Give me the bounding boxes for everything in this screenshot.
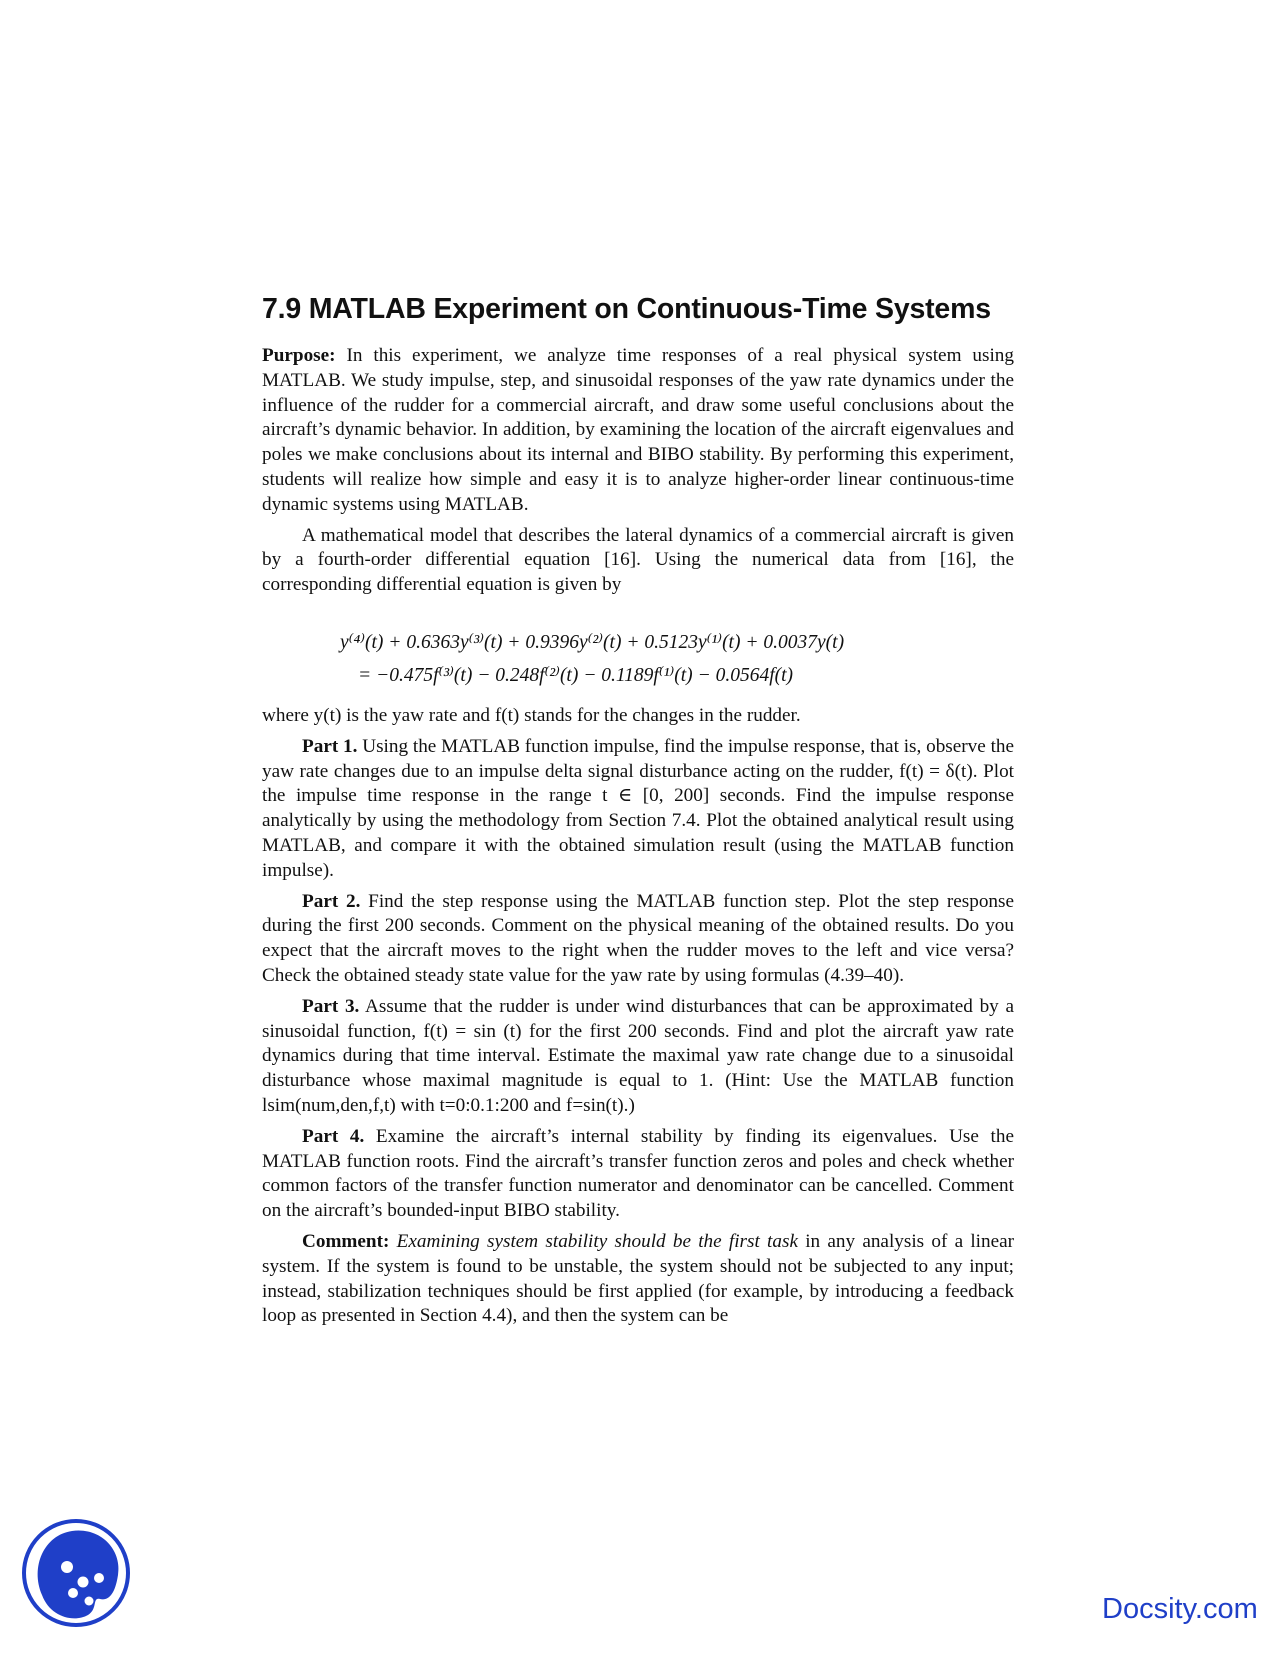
purpose-paragraph [262,344,1014,518]
model-paragraph: A mathematical model that describes the lateral dynamics of a commercial aircraft is given by a fourth-order differential equation [16]. Using the numerical data from [16], the corresponding differential equation is given by [262,524,1014,596]
equation-line-2: = −0.475f⁽³⁾(t) − 0.248f⁽²⁾(t) − 0.1189f⁽¹⁾(t) − 0.0564f(t) [358,664,794,686]
comment-paragraph [262,1230,1014,1329]
purpose-text: In this experiment, we analyze time responses of a real physical system using MATLAB. We study impulse, step, and sinusoidal responses of the yaw rate dynamics under the influence of the rudder for a commercial aircraft, and draw some useful conclusions about the aircraft’s dynamic behavior. In addition, by examining the location of the aircraft eigenvalues and poles we make conclusions about its internal and BIBO stability. By performing this experiment, students will realize how simple and easy it is to analyze higher-order linear continuous-time dynamic systems using MATLAB. [262,345,1014,515]
differential-equation [340,626,1014,692]
part-1-label: Part 1. [302,735,358,757]
docsity-brand-link[interactable]: Docsity.com [1102,1593,1258,1625]
part-3-text: Assume that the rudder is under wind disturbances that can be approximated by a sinusoidal function, f(t) = sin (t) for the first 200 seconds. Find and plot the aircraft yaw rate dynamics during that time interval. Estimate the maximal yaw rate change due to a sinusoidal disturbance whose maximal magnitude is equal to 1. (Hint: Use the MATLAB function lsim(num,den,f,t) with t=0:0.1:200 and f=sin(t).) [262,995,1014,1116]
part-3-paragraph [262,995,1014,1119]
part-4-paragraph [262,1125,1014,1224]
part-4-label: Part 4. [302,1125,365,1147]
part-2-text: Find the step response using the MATLAB function step. Plot the step response during the first 200 seconds. Comment on the physical meaning of the obtained results. Do you expect that the aircraft moves to the right when the rudder moves to the left and vice versa? Check the obtained steady state value for the yaw rate by using formulas (4.39–40). [262,890,1014,986]
docsity-logo-icon[interactable] [20,1517,132,1629]
part-2-paragraph [262,890,1014,989]
comment-text: in any analysis of a linear system. If the system is found to be unstable, the system should not be subjected to any input; instead, stabilization techniques should be first applied (for example, by introducing a feedback loop as presented in Section 4.4), and then the system can be [262,1230,1015,1327]
part-1-paragraph [262,735,1014,884]
purpose-label: Purpose: [262,345,336,366]
part-2-label: Part 2. [302,890,361,912]
where-paragraph: where y(t) is the yaw rate and f(t) stands for the changes in the rudder. [262,704,801,726]
comment-emphasis: Examining system stability should be the first task [396,1230,798,1252]
section-title: 7.9 MATLAB Experiment on Continuous-Time Systems [262,293,991,325]
part-1-text: Using the MATLAB function impulse, find the impulse response, that is, observe the yaw rate changes due to an impulse delta signal disturbance acting on the rudder, f(t) = δ(t). Plot the impulse time response in the range t ∈ [0, 200] seconds. Find the impulse response analytically by using the methodology from Section 7.4. Plot the obtained analytical result using MATLAB, and compare it with the obtained simulation result (using the MATLAB function impulse). [262,735,1015,881]
comment-label: Comment: [302,1230,390,1252]
part-3-label: Part 3. [302,995,360,1017]
equation-line-1: y⁽⁴⁾(t) + 0.6363y⁽³⁾(t) + 0.9396y⁽²⁾(t) + 0.5123y⁽¹⁾(t) + 0.0037y(t) [340,631,845,653]
part-4-text: Examine the aircraft’s internal stability by finding its eigenvalues. Use the MATLAB function roots. Find the aircraft’s transfer function zeros and poles and check whether common factors of the transfer function numerator and denominator can be cancelled. Comment on the aircraft’s bounded-input BIBO stability. [262,1125,1014,1222]
page-content [262,293,1014,1335]
